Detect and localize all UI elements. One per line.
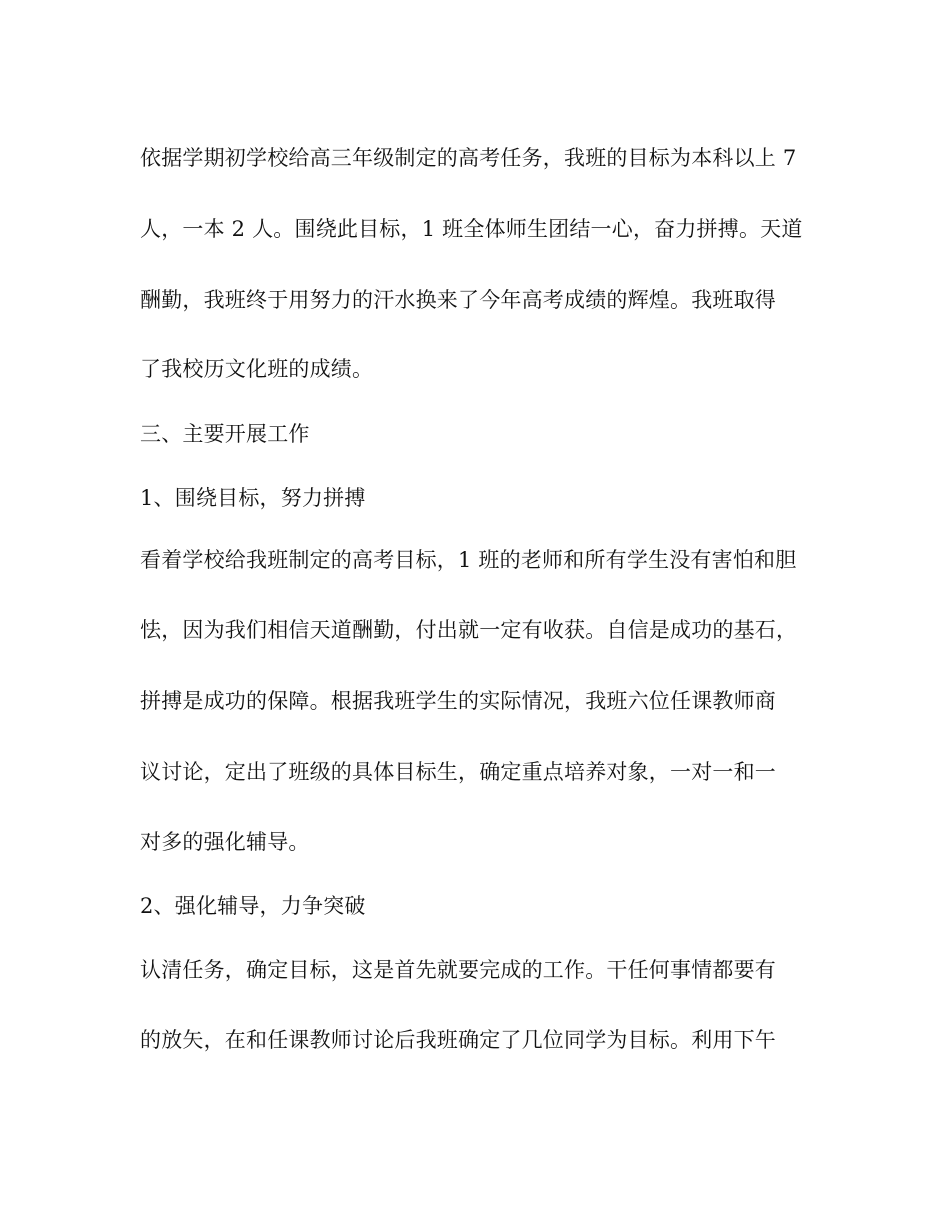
- paragraph-line: 酬勤，我班终于用努力的汗水换来了今年高考成绩的辉煌。我班取得: [140, 288, 776, 312]
- paragraph-line: 看着学校给我班制定的高考目标，1 班的老师和所有学生没有害怕和胆: [140, 548, 797, 572]
- paragraph-line: 依据学期初学校给高三年级制定的高考任务，我班的目标为本科以上 7: [140, 146, 797, 170]
- paragraph-line: 议讨论，定出了班级的具体目标生，确定重点培养对象，一对一和一: [140, 760, 776, 784]
- paragraph-line: 对多的强化辅导。: [140, 830, 310, 854]
- paragraph-line: 认清任务，确定目标，这是首先就要完成的工作。干任何事情都要有: [140, 958, 776, 982]
- paragraph-line: 拼搏是成功的保障。根据我班学生的实际情况，我班六位任课教师商: [140, 689, 776, 713]
- paragraph-line: 怯，因为我们相信天道酬勤，付出就一定有收获。自信是成功的基石，: [140, 618, 798, 642]
- paragraph-line: 人，一本 2 人。围绕此目标，1 班全体师生团结一心，奋力拼搏。天道: [140, 217, 803, 241]
- subsection-heading: 1、围绕目标，努力拼搏: [140, 486, 366, 510]
- paragraph-line: 了我校历文化班的成绩。: [140, 357, 374, 381]
- paragraph-line: 的放矢，在和任课教师讨论后我班确定了几位同学为目标。利用下午: [140, 1028, 776, 1052]
- subsection-heading: 2、强化辅导，力争突破: [140, 894, 366, 918]
- section-heading: 三、主要开展工作: [140, 422, 310, 446]
